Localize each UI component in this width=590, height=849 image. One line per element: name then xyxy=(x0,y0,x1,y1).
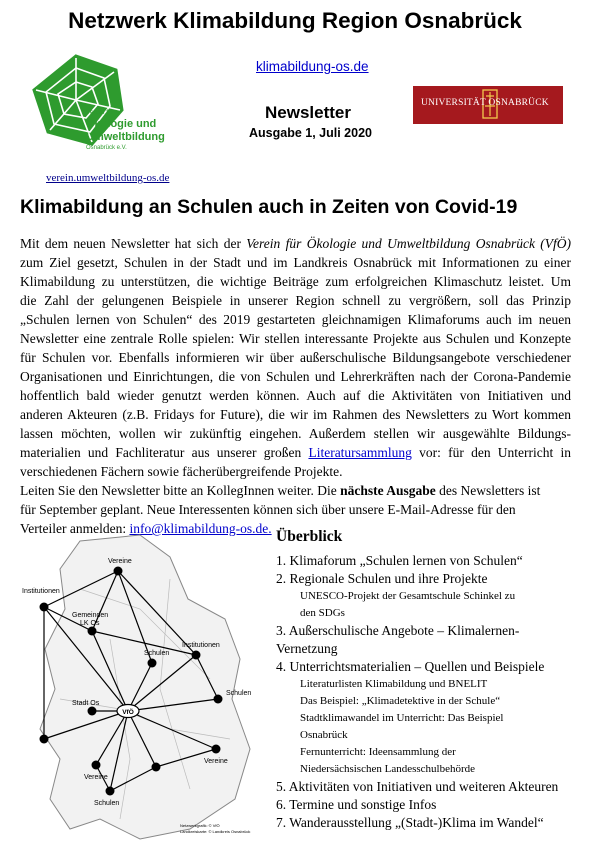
map-label: Schulen xyxy=(144,650,170,657)
district-outline xyxy=(40,535,250,839)
body-line: materialien und Fachliteratur aus unserer großen Literatursammlung vor: für den Unterricht in xyxy=(20,445,571,460)
newsletter-title: Newsletter xyxy=(265,103,351,122)
node-gemeinden xyxy=(88,627,97,636)
node-schulen-bottom xyxy=(106,787,115,796)
overview-subitem[interactable]: Literaturlisten Klimabildung und BNELIT xyxy=(300,678,488,690)
map-credit: Netzwerkgrafik: © VfÖ xyxy=(180,823,220,828)
map-label: Vereine xyxy=(108,558,132,565)
body-line: „Schulen lernen von Schulen“ des 2019 gestarteten gleichnamigen Klimaforums auch im neuen xyxy=(20,312,571,327)
overview-subitem[interactable]: UNESCO-Projekt der Gesamtschule Schinkel zu xyxy=(300,590,516,602)
overview-item[interactable]: 4. Unterrichtsmaterialien – Quellen und Beispiele xyxy=(276,659,545,674)
page-title: Netzwerk Klimabildung Region Osnabrück xyxy=(68,8,522,33)
node-institutionen-left xyxy=(40,603,49,612)
node-stadt-os xyxy=(88,707,97,716)
literature-link[interactable]: Literatursammlung xyxy=(308,445,412,460)
map-credit: Landkreiskarte: © Landkreis Osnabrück xyxy=(180,829,251,834)
body-line: für September geplant. Neue Interessenten können sich über unsere E-Mail-Adresse für den xyxy=(20,502,516,517)
overview-subitem[interactable]: Osnabrück xyxy=(300,729,348,741)
email-link[interactable]: info@klimabildung-os.de. xyxy=(129,521,272,536)
network-map xyxy=(20,529,258,845)
map-label: Schulen xyxy=(226,690,252,697)
body-line: hoffentlich bald wieder genutzt werden können. Auch auf die Aktivitäten von Initiativen und xyxy=(20,388,571,403)
node-vereine-right xyxy=(152,763,161,772)
overview-subitem[interactable]: Fernunterricht: Ideensammlung der xyxy=(300,746,456,758)
map-label: Stadt Os xyxy=(72,700,100,707)
map-label: Vereine xyxy=(84,774,108,781)
body-line: Verteiler anmelden: info@klimabildung-os.de. xyxy=(20,521,272,536)
body-line: für Schulen vor. Ebenfalls informieren wir über außerschulische Bildungsangebote verschiedener xyxy=(20,350,571,365)
overview-item[interactable]: 3. Außerschulische Angebote – Klimalernen- xyxy=(276,623,520,638)
logo-line4: Osnabrück e.V. xyxy=(86,145,127,151)
node-schulen-right xyxy=(214,695,223,704)
logo-line1: Verein für xyxy=(86,109,114,116)
overview-subitem[interactable]: den SDGs xyxy=(300,607,345,619)
body-line: Organisationen und Einrichtungen, die von Schulen und Lehrerkräften nach der Corona-Pandemie xyxy=(20,369,571,384)
site-link[interactable]: klimabildung-os.de xyxy=(256,59,369,74)
newsletter-issue: Ausgabe 1, Juli 2020 xyxy=(249,126,372,140)
node-vereine-top xyxy=(114,567,123,576)
body-line: zum Ziel gesetzt, Schulen in der Stadt und im Landkreis Osnabrück mit Informationen zu einer xyxy=(20,255,571,270)
map-label: Institutionen xyxy=(182,642,220,649)
body-line: Leiten Sie den Newsletter bitte an KollegInnen weiter. Die nächste Ausgabe des Newsletters ist xyxy=(20,483,541,498)
overview-item[interactable]: Vernetzung xyxy=(276,641,338,656)
overview-item[interactable]: 2. Regionale Schulen und ihre Projekte xyxy=(276,571,488,586)
map-label: Institutionen xyxy=(22,588,60,595)
overview-item[interactable]: 6. Termine und sonstige Infos xyxy=(276,797,437,812)
university-name: UNIVERSITÄT OSNABRÜCK xyxy=(421,98,549,108)
article-body xyxy=(20,234,571,538)
logo-line2: Ökologie und xyxy=(86,118,157,130)
overview-subitem[interactable]: Stadtklimawandel im Unterricht: Das Beispiel xyxy=(300,712,504,724)
map-label: Gemeinden xyxy=(72,612,109,619)
body-line: Newsletter eine zentrale Rolle spielen: Wir stellen interessante Projekte aus Schulen und Konzepte xyxy=(20,331,571,346)
overview-item[interactable]: 5. Aktivitäten von Initiativen und weiteren Akteuren xyxy=(276,779,559,794)
vfoe-website-link[interactable]: verein.umweltbildung-os.de xyxy=(46,172,170,184)
overview-subitem[interactable]: Niedersächsischen Landesschulbehörde xyxy=(300,763,476,775)
overview-item[interactable]: 1. Klimaforum „Schulen lernen von Schulen“ xyxy=(276,553,523,568)
overview-item[interactable]: 7. Wanderausstellung „(Stadt-)Klima im Wandel“ xyxy=(276,815,544,830)
body-line: die Zahl der gelungenen Beispiele in unserer Region schnell zu vergrößern, soll das Prinzip xyxy=(20,293,571,308)
body-line: Mit dem neuen Newsletter hat sich der Verein für Ökologie und Umweltbildung Osnabrück (VfÖ) xyxy=(20,236,572,251)
center-label: VfÖ xyxy=(122,709,134,716)
article-headline: Klimabildung an Schulen auch in Zeiten von Covid-19 xyxy=(20,196,518,218)
university-logo xyxy=(413,86,563,124)
node-left-low xyxy=(40,735,49,744)
overview-box xyxy=(276,528,576,832)
logo-line3: Umweltbildung xyxy=(86,131,165,143)
body-line: anderen Akteuren (z.B. Fridays for Future), die wir im Rahmen des Newsletters zu Wort kommen xyxy=(20,407,571,422)
map-label: Vereine xyxy=(204,758,228,765)
map-label: Schulen xyxy=(94,800,120,807)
node-extra-right xyxy=(212,745,221,754)
map-label: LK Os xyxy=(80,620,100,627)
body-line: lassen möchten, wollen wir zukünftig eingehen. Außerdem stellen wir ausgewählte Bildungs- xyxy=(20,426,571,441)
overview-subitem[interactable]: Das Beispiel: „Klimadetektive in der Schule“ xyxy=(300,695,501,707)
body-line: verschiedenen Fächern sowie fächerübergreifende Projekte. xyxy=(20,464,343,479)
body-line: Klimabildung zu unterstützen, die wichtige Beiträge zum erfolgreichen Klimaschutz leistet. Um xyxy=(20,274,571,289)
vfoe-logo xyxy=(30,52,190,164)
overview-title: Überblick xyxy=(276,528,343,545)
node-schulen-mid xyxy=(148,659,157,668)
node-institutionen-right xyxy=(192,651,201,660)
node-vereine-left xyxy=(92,761,101,770)
